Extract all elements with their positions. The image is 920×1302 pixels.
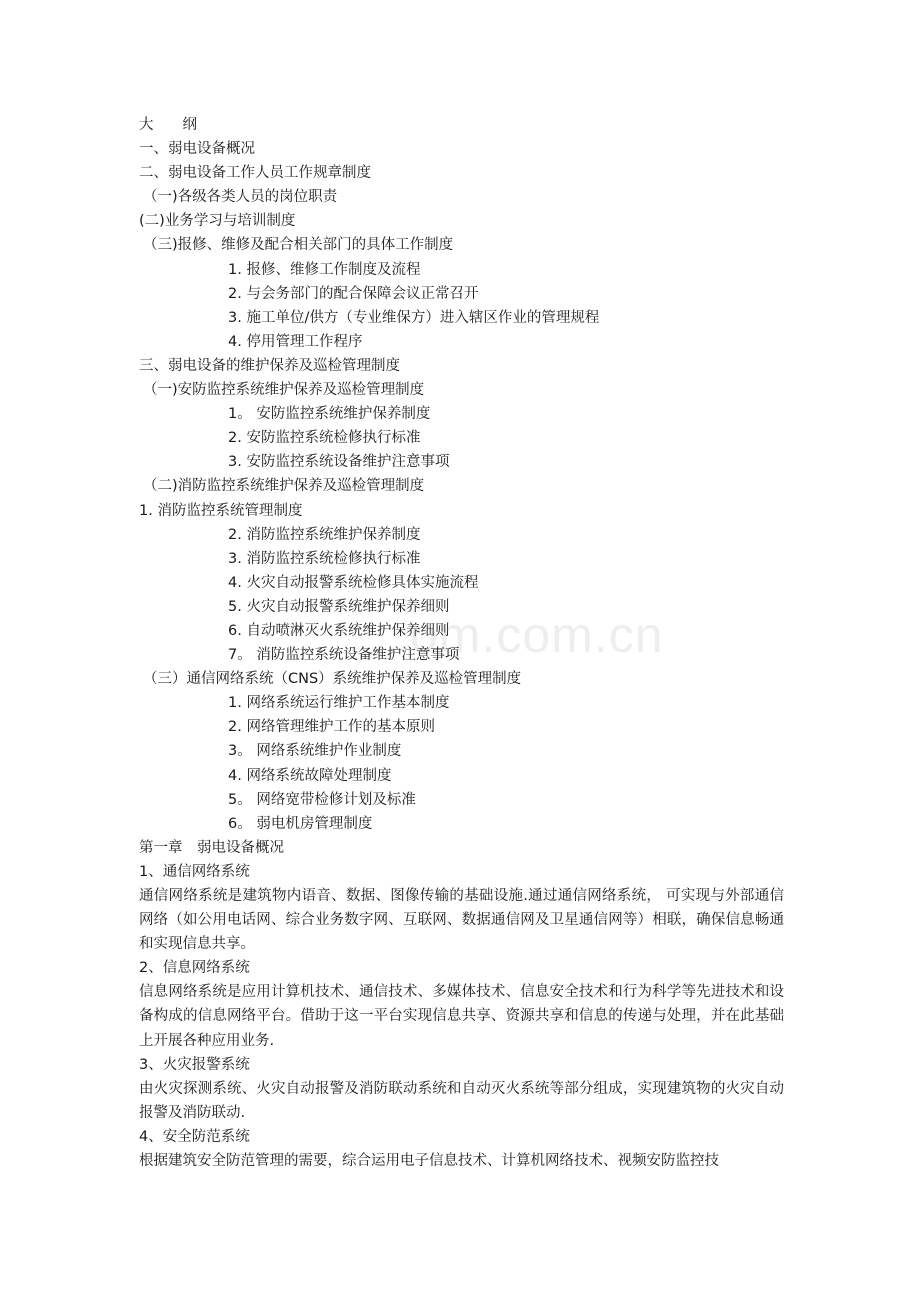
section-body: 由火灾探测系统、火灾自动报警及消防联动系统和自动灭火系统等部分组成，实现建筑物的火灾自动报警及消防联动. bbox=[139, 1080, 784, 1121]
chapter-sections bbox=[139, 860, 784, 1173]
section-heading: 4、安全防范系统 bbox=[139, 1128, 250, 1145]
outline-item: 3. 施工单位/供方（专业维保方）进入辖区作业的管理规程 bbox=[228, 309, 600, 326]
outline-item: 一、弱电设备概况 bbox=[139, 141, 255, 158]
outline-item: 三、弱电设备的维护保养及巡检管理制度 bbox=[139, 357, 400, 374]
outline-item: （一)安防监控系统维护保养及巡检管理制度 bbox=[143, 382, 425, 399]
outline-item: （一)各级各类人员的岗位职责 bbox=[143, 189, 338, 206]
outline-item: 2. 网络管理维护工作的基本原则 bbox=[228, 719, 435, 736]
outline-item: 2. 与会务部门的配合保障会议正常召开 bbox=[228, 285, 479, 302]
outline-item: （三）通信网络系统（CNS）系统维护保养及巡检管理制度 bbox=[143, 671, 522, 688]
watermark-text: om.com.cn bbox=[410, 607, 664, 663]
outline-item: 2. 安防监控系统检修执行标准 bbox=[228, 430, 421, 447]
outline-item: 二、弱电设备工作人员工作规章制度 bbox=[139, 165, 371, 182]
section-heading: 3、火灾报警系统 bbox=[139, 1056, 250, 1073]
outline-item: 3. 消防监控系统检修执行标准 bbox=[228, 550, 421, 567]
outline-item: 5. 火灾自动报警系统维护保养细则 bbox=[228, 598, 450, 615]
chapter-title: 第一章 弱电设备概况 bbox=[139, 839, 284, 856]
section-body: 根据建筑安全防范管理的需要，综合运用电子信息技术、计算机网络技术、视频安防监控技 bbox=[139, 1153, 719, 1170]
outline-item: 1. 消防监控系统管理制度 bbox=[139, 502, 303, 519]
outline-item: 3. 安防监控系统设备维护注意事项 bbox=[228, 454, 450, 471]
outline-item: 4. 火灾自动报警系统检修具体实施流程 bbox=[228, 574, 479, 591]
outline-item: 1. 报修、维修工作制度及流程 bbox=[228, 261, 421, 278]
outline-list bbox=[139, 137, 784, 836]
outline-item: 4. 停用管理工作程序 bbox=[228, 333, 363, 350]
outline-item: （二)消防监控系统维护保养及巡检管理制度 bbox=[143, 478, 425, 495]
outline-item: 6。 弱电机房管理制度 bbox=[228, 815, 373, 832]
outline-title: 大 纲 bbox=[139, 117, 197, 133]
outline-item: 5。 网络宽带检修计划及标准 bbox=[228, 791, 416, 808]
outline-item: 6. 自动喷淋灭火系统维护保养细则 bbox=[228, 622, 450, 639]
outline-item: 3。 网络系统维护作业制度 bbox=[228, 743, 402, 760]
section-body: 信息网络系统是应用计算机技术、通信技术、多媒体技术、信息安全技术和行为科学等先进技术和设备构成的信息网络平台。借助于这一平台实现信息共享、资源共享和信息的传递与处理，并在此基础上开展各种应用业务. bbox=[139, 984, 784, 1049]
outline-item: 1. 网络系统运行维护工作基本制度 bbox=[228, 695, 450, 712]
outline-item: 2. 消防监控系统维护保养制度 bbox=[228, 526, 421, 543]
outline-item: 1。 安防监控系统维护保养制度 bbox=[228, 406, 431, 423]
outline-item: 4. 网络系统故障处理制度 bbox=[228, 767, 392, 784]
outline-item: (二)业务学习与培训制度 bbox=[139, 213, 296, 230]
section-heading: 2、信息网络系统 bbox=[139, 960, 250, 977]
outline-item: 7。 消防监控系统设备维护注意事项 bbox=[228, 647, 460, 664]
outline-item: （三)报修、维修及配合相关部门的具体工作制度 bbox=[143, 237, 454, 254]
section-body: 通信网络系统是建筑物内语音、数据、图像传输的基础设施.通过通信网络系统， 可实现与外部通信网络（如公用电话网、综合业务数字网、互联网、数据通信网及卫星通信网等）相联，确保信息畅通和实现信息共享。 bbox=[139, 888, 784, 953]
section-heading: 1、通信网络系统 bbox=[139, 863, 250, 880]
